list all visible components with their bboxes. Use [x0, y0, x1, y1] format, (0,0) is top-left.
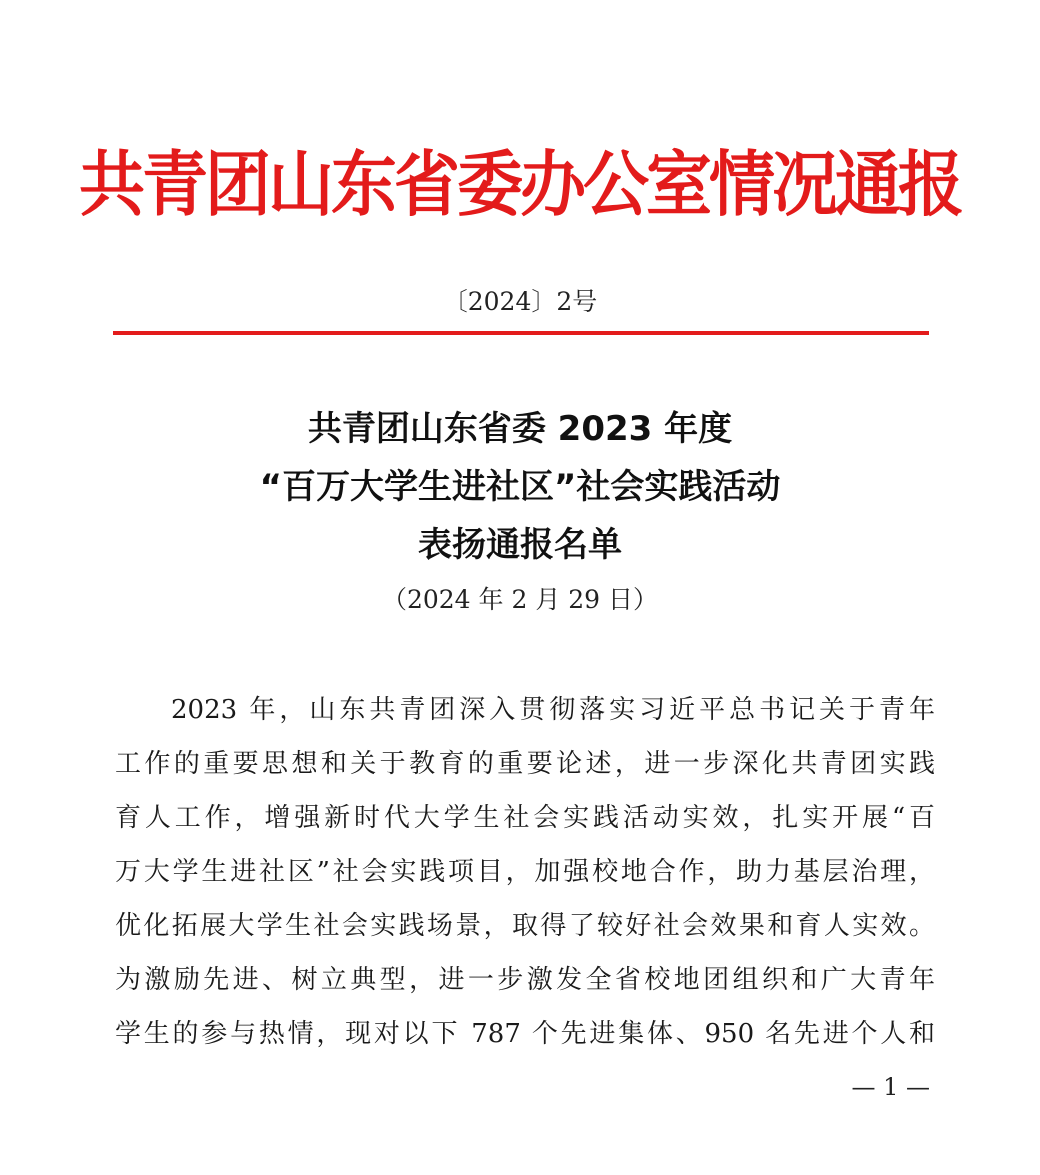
body-line-6: 为激励先进、树立典型，进一步激发全省校地团组织和广大青年 [115, 965, 935, 995]
body-line-3: 育人工作，增强新时代大学生社会实践活动实效，扎实开展“百 [115, 803, 935, 833]
notice-date: （2024 年 2 月 29 日） [381, 585, 659, 614]
body-line-5: 优化拓展大学生社会实践场景，取得了较好社会效果和育人实效。 [115, 911, 935, 941]
notice-title-line-1: 共青团山东省委 2023 年度 [307, 409, 733, 449]
masthead-title: 共青团山东省委办公室情况通报 [79, 142, 961, 227]
notice-title-line-3: 表扬通报名单 [418, 525, 622, 565]
body-line-7: 学生的参与热情，现对以下 787 个先进集体、950 名先进个人和 [115, 1019, 935, 1049]
notice-title-line-2: “百万大学生进社区”社会实践活动 [259, 467, 781, 507]
red-divider-line [113, 331, 929, 335]
document-number: 〔2024〕2号 [442, 287, 598, 316]
notice-title [0, 400, 1040, 574]
page-number: — 1 — [851, 1073, 930, 1101]
body-paragraph [115, 683, 935, 1061]
body-line-1: 2023 年，山东共青团深入贯彻落实习近平总书记关于青年 [171, 695, 935, 725]
body-line-4: 万大学生进社区”社会实践项目，加强校地合作，助力基层治理， [115, 857, 935, 887]
body-line-2: 工作的重要思想和关于教育的重要论述，进一步深化共青团实践 [115, 749, 935, 779]
